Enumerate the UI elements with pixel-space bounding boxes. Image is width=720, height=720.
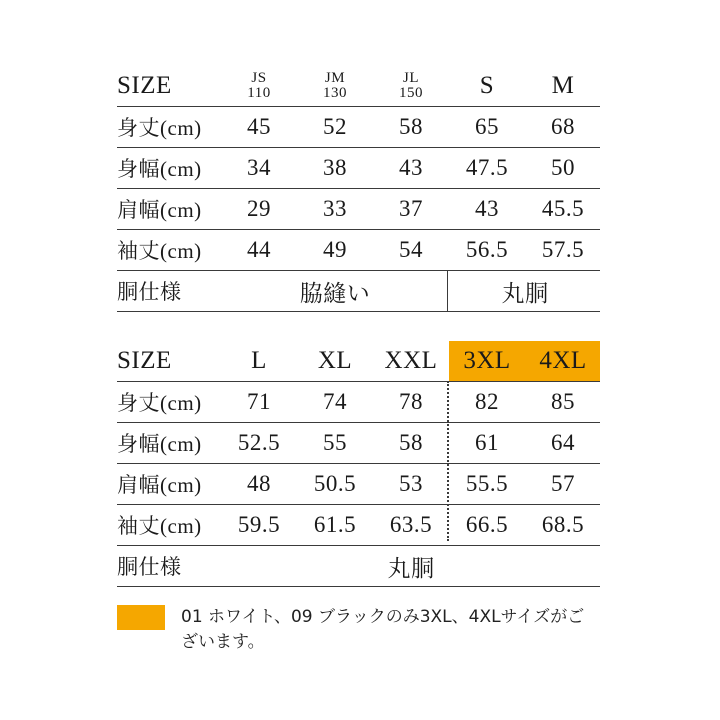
table2-header-row	[117, 341, 600, 382]
value-cell: 61	[475, 430, 499, 455]
table1-row-body	[117, 271, 600, 312]
table1-row-width	[117, 148, 600, 189]
row-label: 肩幅(cm)	[117, 198, 202, 222]
table1-row-shoulder	[117, 189, 600, 230]
value-cell: 78	[399, 389, 423, 414]
value-cell: 59.5	[237, 512, 281, 537]
value-cell: 57	[551, 471, 575, 496]
value-cell: 48	[247, 471, 271, 496]
value-cell: 71	[247, 389, 271, 414]
value-cell: 50	[551, 155, 575, 180]
value-cell: 47.5	[465, 155, 509, 180]
value-cell: 82	[475, 389, 499, 414]
body-type-side-seam: 脇縫い	[299, 280, 371, 306]
value-cell: 34	[247, 155, 271, 180]
value-cell: 58	[399, 430, 423, 455]
size-table-2	[117, 341, 600, 587]
size-col-m: M	[551, 72, 575, 99]
value-cell: 53	[399, 471, 423, 496]
legend-color-swatch	[117, 605, 165, 630]
size-col-jl: JL 150	[399, 70, 423, 101]
row-label: 肩幅(cm)	[117, 473, 202, 497]
value-cell: 65	[475, 114, 499, 139]
value-cell: 49	[323, 237, 347, 262]
value-cell: 54	[399, 237, 423, 262]
value-cell: 43	[399, 155, 423, 180]
dotted-divider	[447, 381, 449, 541]
value-cell: 74	[323, 389, 347, 414]
body-type-tubular: 丸胴	[501, 280, 549, 306]
value-cell: 64	[551, 430, 575, 455]
row-label: 身丈(cm)	[117, 391, 202, 415]
row-label: 身幅(cm)	[117, 432, 202, 456]
value-cell: 45.5	[541, 196, 585, 221]
table2-row-body	[117, 546, 600, 587]
row-label: 袖丈(cm)	[117, 514, 202, 538]
value-cell: 68	[551, 114, 575, 139]
value-cell: 37	[399, 196, 423, 221]
value-cell: 33	[323, 196, 347, 221]
size-table-1	[117, 66, 600, 312]
value-cell: 56.5	[465, 237, 509, 262]
value-cell: 45	[247, 114, 271, 139]
row-label: 身幅(cm)	[117, 157, 202, 181]
size-col-s: S	[479, 72, 495, 99]
value-cell: 68.5	[541, 512, 585, 537]
size-col-jm: JM 130	[323, 70, 347, 101]
size-col-js: JS 110	[247, 70, 271, 101]
size-col-4xl: 4XL	[539, 347, 587, 374]
value-cell: 43	[475, 196, 499, 221]
size-col-3xl: 3XL	[463, 347, 511, 374]
value-cell: 52	[323, 114, 347, 139]
table1-header-row	[117, 66, 600, 107]
value-cell: 85	[551, 389, 575, 414]
body-type-tubular: 丸胴	[387, 555, 435, 581]
value-cell: 61.5	[313, 512, 357, 537]
value-cell: 55	[323, 430, 347, 455]
value-cell: 57.5	[541, 237, 585, 262]
legend-note: 01 ホワイト、09 ブラックのみ3XL、4XLサイズがございます。	[181, 607, 585, 652]
size-col-xxl: XXL	[384, 347, 438, 374]
size-header-label: SIZE	[117, 347, 172, 374]
value-cell: 44	[247, 237, 271, 262]
value-cell: 63.5	[389, 512, 433, 537]
table2-row-sleeve	[117, 505, 600, 546]
row-label: 身丈(cm)	[117, 116, 202, 140]
value-cell: 29	[247, 196, 271, 221]
row-label: 袖丈(cm)	[117, 239, 202, 263]
value-cell: 50.5	[313, 471, 357, 496]
value-cell: 52.5	[237, 430, 281, 455]
value-cell: 55.5	[465, 471, 509, 496]
value-cell: 58	[399, 114, 423, 139]
table1-row-length	[117, 107, 600, 148]
divider	[447, 271, 448, 311]
table1-row-sleeve	[117, 230, 600, 271]
table2-row-width	[117, 423, 600, 464]
value-cell: 66.5	[465, 512, 509, 537]
row-label: 胴仕様	[117, 280, 182, 304]
table2-row-shoulder	[117, 464, 600, 505]
value-cell: 38	[323, 155, 347, 180]
size-col-l: L	[251, 347, 267, 374]
row-label: 胴仕様	[117, 555, 182, 579]
table2-row-length	[117, 382, 600, 423]
size-header-label: SIZE	[117, 72, 172, 99]
size-col-xl: XL	[317, 347, 353, 374]
